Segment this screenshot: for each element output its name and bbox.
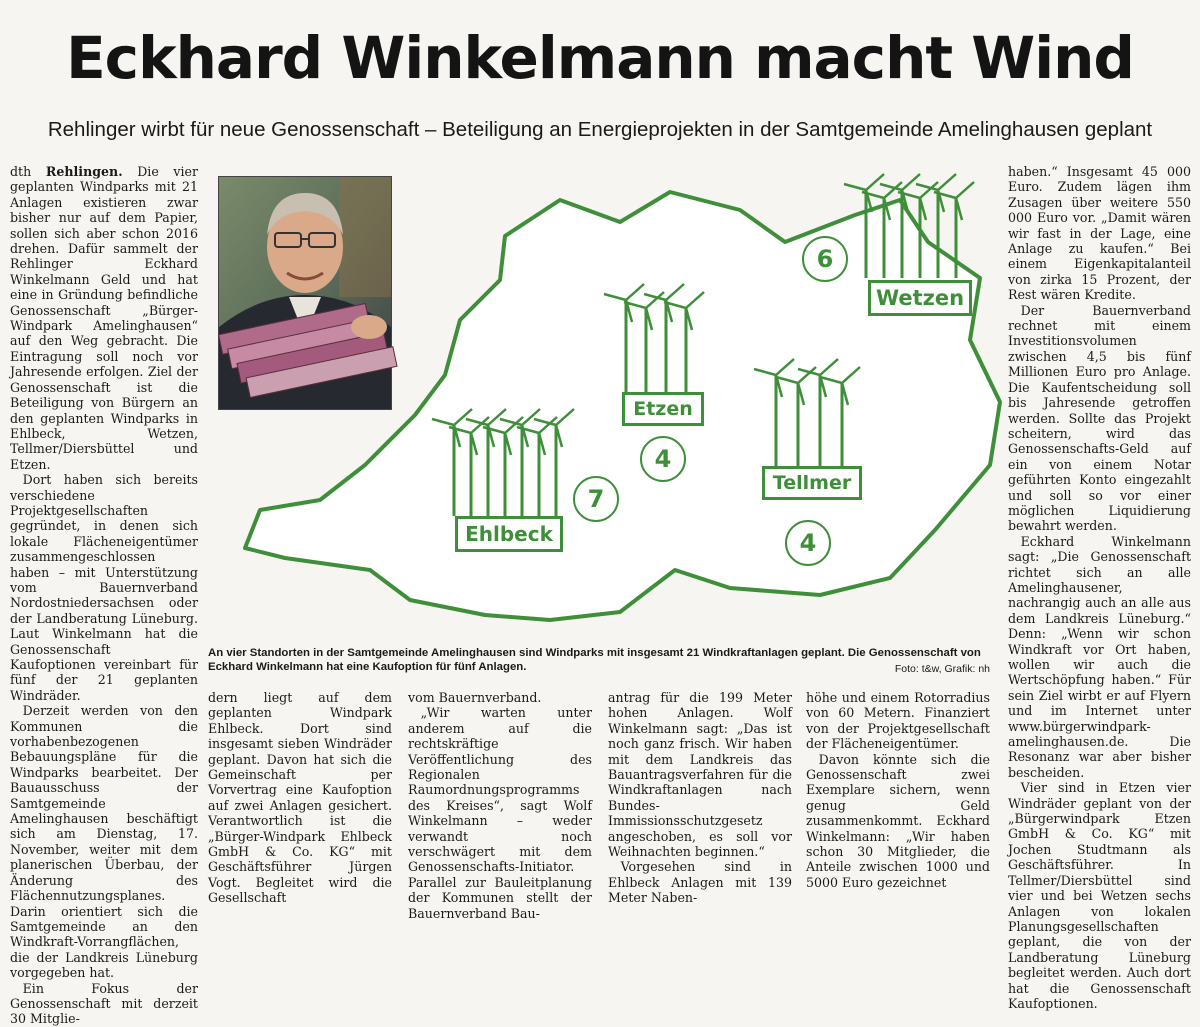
park-count-wetzen: 6: [802, 236, 848, 282]
windpark-map: [200, 170, 1005, 630]
park-label-etzen: Etzen: [622, 392, 704, 426]
park-label-wetzen: Wetzen: [868, 280, 972, 316]
graphic-credit: Foto: t&w, Grafik: nh: [894, 663, 990, 675]
paragraph: Derzeit werden von den Kommunen die vorhabenbezogenen Bebauungspläne für die Windparks bearbeitet. Der Bauausschuss der Samtgemeinde Amelinghausen beschäftigt sich am Dienstag, 17. November, weiter mit dem planerischen Überbau, der Änderung des Flächennutzungsplanes. Darin orientiert sich die Samtgemeinde an den Windkraft-Vorrangflächen, die der Landkreis Lüneburg vorgegeben hat.: [10, 703, 198, 981]
paragraph: Ein Fokus der Genossenschaft mit derzeit 30 Mitglie-: [10, 980, 198, 1027]
paragraph: höhe und einem Rotorradius von 60 Metern. Finanziert von der Projektgesellschaft der Flächeneigentümer.: [806, 690, 990, 752]
article-column-bottom-4: [806, 690, 990, 890]
paragraph: Davon könnte sich die Genossenschaft zwei Exemplare sichern, wenn genug Geld zusammenkommt. Eckhard Winkelmann: „Wir haben schon 30 Mitglieder, die Anteile zwischen 1000 und 5000 Euro gezeichnet: [806, 751, 990, 890]
park-count-tellmer: 4: [785, 520, 831, 566]
paragraph: Vier sind in Etzen vier Windräder geplant von der „Bürgerwindpark Etzen GmbH & Co. KG“ mit Jochen Studtmann als Geschäftsführer. In Tellmer/Diersbüttel sind vier und bei Wetzen sechs Anlagen von lokalen Planungsgesellschaften geplant, die von der Landberatung Lüneburg begleitet werden. Auch dort hat die Genossenschaft Kaufoptionen.: [1008, 780, 1191, 1011]
park-label-ehlbeck: Ehlbeck: [455, 516, 563, 552]
dateline-place: Rehlingen.: [45, 164, 123, 179]
paragraph: „Wir warten unter anderem auf die rechtskräftige Veröffentlichung des Regionalen Raumordnungsprogramms des Kreises“, sagt Wolf Winkelmann – weder verwandt noch verschwägert mit dem Genossenschafts-Initiator. Parallel zur Bauleitplanung der Kommunen stellt der Bauernverband Bau-: [408, 705, 592, 921]
paragraph: haben.“ Insgesamt 45 000 Euro. Zudem lägen ihm Zusagen über weitere 550 000 Euro vor. „Damit wären wir fast in der Lage, eine Anlage zu kaufen.“ Bei einem Eigenkapitalanteil von zirka 15 Prozent, der Rest wären Kredite.: [1008, 164, 1191, 303]
article-column-right: [1008, 164, 1191, 1011]
paragraph: Eckhard Winkelmann sagt: „Die Genossenschaft richtet sich an alle Amelinghausener, nachrangig auch an alle aus dem Landkreis Lüneburg.“ Denn: „Wenn wir schon Windkraft vor Ort haben, wollen wir auch die Wertschöpfung haben.“ Für sein Ziel wirbt er auf Flyern und im Internet unter www.bürgerwindpark-amelinghausen.de. Die Resonanz war aber bisher bescheiden.: [1008, 533, 1191, 780]
graphic-caption: An vier Standorten in der Samtgemeinde Amelinghausen sind Windparks mit insgesamt 21 Windkraftanlagen geplant. Die Genossenschaft von Eckhard Winkelmann hat eine Kaufoption für fünf Anlagen.: [208, 647, 981, 673]
paragraph: dern liegt auf dem geplanten Windpark Ehlbeck. Dort sind insgesamt sieben Windräder geplant. Davon hat sich die Gemeinschaft per Vorvertrag eine Kaufoption auf zwei Anlagen gesichert. Verantwortlich ist die „Bürger-Windpark Ehlbeck GmbH & Co. KG“ mit Geschäftsführer Jürgen Vogt. Begleitet wird die Gesellschaft: [208, 690, 392, 906]
article-column-bottom-3: [608, 690, 792, 906]
paragraph: Der Bauernverband rechnet mit einem Investitionsvolumen zwischen 4,5 bis fünf Millionen Euro pro Anlage. Die Kaufentscheidung soll bis Jahresende getroffen werden. Sollte das Projekt scheitern, wird das Genossenschafts-Geld auf ein von einem Notar geführten Konto eingezahlt und soll so vor einer möglichen Liquidierung bewahrt werden.: [1008, 302, 1191, 534]
article-column-bottom-1: [208, 690, 392, 906]
paragraph: Die vier geplanten Windparks mit 21 Anlagen existieren zwar bisher nur auf dem Papier, sollen sich aber schon 2016 drehen. Dafür sammelt der Rehlinger Eckhard Winkelmann Geld und hat eine in Gründung befindliche Genossenschaft „Bürger-Windpark Amelinghausen“ auf den Weg gebracht. Die Eintragung soll noch vor Jahresende erfolgen. Ziel der Genossenschaft ist die Beteiligung von Bürgern an den geplanten Windparks in Ehlbeck, Wetzen, Tellmer/Diersbüttel und Etzen.: [10, 164, 198, 472]
paragraph: Dort haben sich bereits verschiedene Projektgesellschaften gegründet, in denen sich lokale Flächeneigentümer zusammengeschlossen haben – mit Unterstützung vom Bauernverband Nordostniedersachsen oder der Landberatung Lüneburg. Laut Winkelmann hat die Genossenschaft Kaufoptionen vereinbart für fünf der 21 geplanten Windräder.: [10, 472, 198, 703]
dateline-author: dth: [10, 164, 46, 179]
subheadline: Rehlinger wirbt für neue Genossenschaft – Beteiligung an Energieprojekten in der Samtgemeinde Amelinghausen geplant: [47, 118, 1153, 141]
paragraph: vom Bauernverband.: [408, 690, 542, 705]
park-count-etzen: 4: [640, 436, 686, 482]
park-count-ehlbeck: 7: [573, 476, 619, 522]
paragraph: antrag für die 199 Meter hohen Anlagen. Wolf Winkelmann sagt: „Das ist noch ganz frisch. Wir haben mit dem Landkreis das Bauantragsverfahren für die Windkraftanlagen nach Bundes-Immissionsschutzgesetz angeschoben, es soll vor Weihnachten beginnen.“: [608, 690, 792, 860]
headline: Eckhard Winkelmann macht Wind: [66, 24, 1134, 92]
article-column-bottom-2: [408, 690, 592, 921]
paragraph: Vorgesehen sind in Ehlbeck Anlagen mit 139 Meter Naben-: [608, 859, 792, 906]
article-column-left: [10, 164, 198, 1027]
park-label-tellmer: Tellmer: [762, 466, 862, 500]
map-outline: [200, 170, 1005, 630]
